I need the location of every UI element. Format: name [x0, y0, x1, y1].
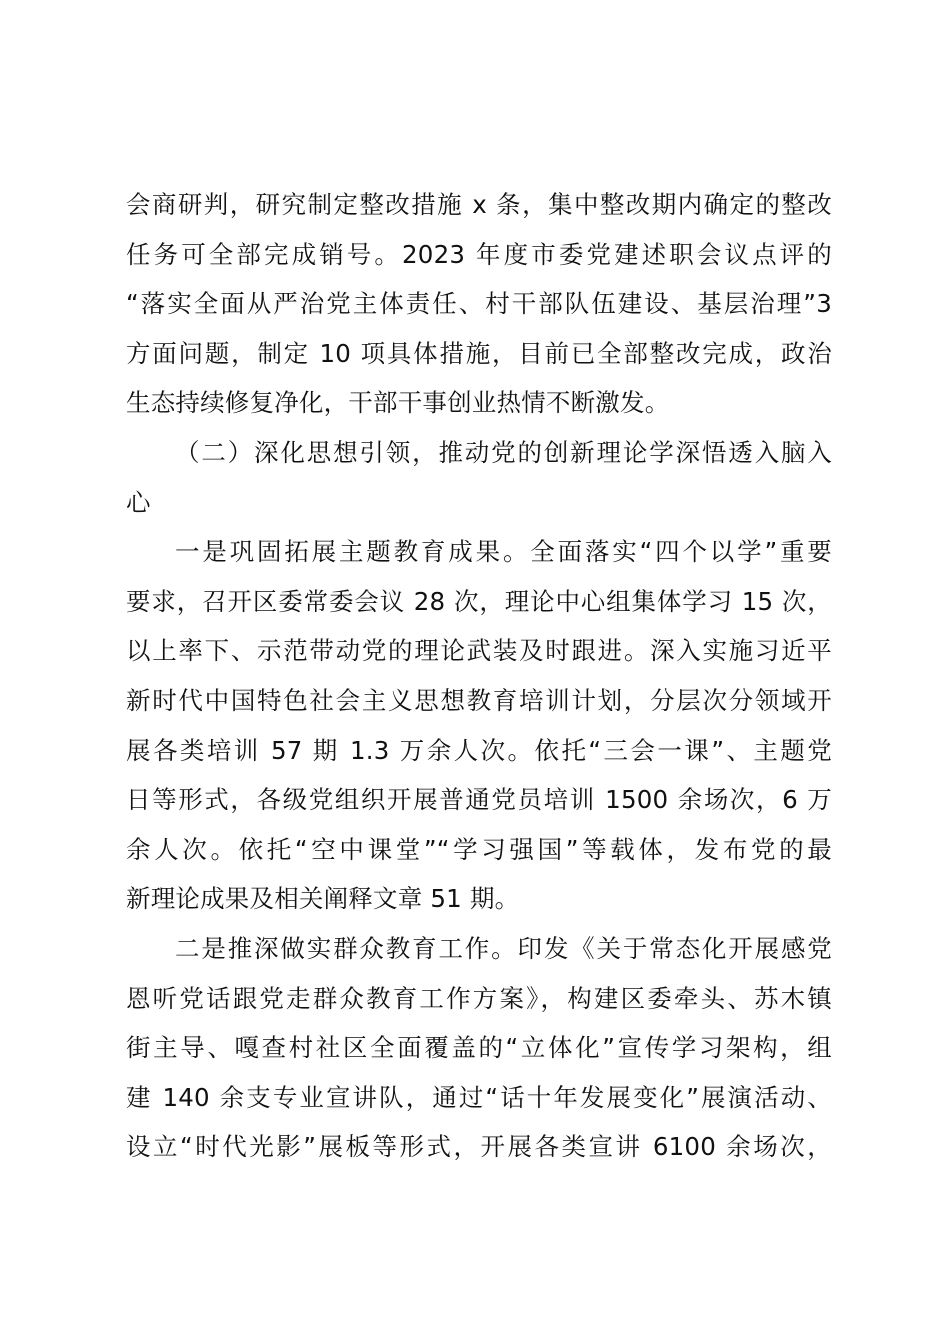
- section-heading-2: [126, 428, 832, 527]
- text-line: 新时代中国特色社会主义思想教育培训计划，分层次分领域开: [126, 685, 832, 715]
- text-line: 设立“时代光影”展板等形式，开展各类宣讲 6100 余场次，: [126, 1132, 832, 1162]
- text-line: 恩听党话跟党走群众教育工作方案》，构建区委牵头、苏木镇: [126, 983, 832, 1013]
- text-line: 一是巩固拓展主题教育成果。全面落实“四个以学”重要: [175, 537, 832, 567]
- text-line: 二是推深做实群众教育工作。印发《关于常态化开展感党: [175, 933, 832, 963]
- text-line: 建 140 余支专业宣讲队，通过“话十年发展变化”展演活动、: [126, 1082, 832, 1112]
- text-line: 要求，召开区委常委会议 28 次，理论中心组集体学习 15 次，: [126, 586, 832, 616]
- text-line: 街主导、嘎查村社区全面覆盖的“立体化”宣传学习架构，组: [126, 1033, 832, 1063]
- text-line: 任务可全部完成销号。2023 年度市委党建述职会议点评的: [126, 239, 832, 269]
- text-line: 余人次。依托“空中课堂”“学习强国”等载体，发布党的最: [126, 834, 832, 864]
- paragraph-rectification-summary: [126, 180, 832, 428]
- paragraph-theme-education: [126, 527, 832, 924]
- text-line: 生态持续修复净化，干部干事创业热情不断激发。: [126, 388, 670, 418]
- text-line: 会商研判，研究制定整改措施 x 条，集中整改期内确定的整改: [126, 190, 832, 219]
- text-line: 展各类培训 57 期 1.3 万余人次。依托“三会一课”、主题党: [126, 735, 832, 765]
- document-body: [126, 180, 832, 1172]
- text-line: 以上率下、示范带动党的理论武装及时跟进。深入实施习近平: [126, 636, 832, 666]
- text-line: 方面问题，制定 10 项具体措施，目前已全部整改完成，政治: [126, 338, 832, 368]
- heading-line: 心: [126, 487, 151, 517]
- text-line: 日等形式，各级党组织开展普通党员培训 1500 余场次，6 万: [126, 785, 832, 815]
- paragraph-mass-education: [126, 924, 832, 1172]
- heading-line: （二）深化思想引领，推动党的创新理论学深悟透入脑入: [175, 437, 832, 467]
- text-line: 新理论成果及相关阐释文章 51 期。: [126, 884, 520, 914]
- text-line: “落实全面从严治党主体责任、村干部队伍建设、基层治理”3: [126, 289, 832, 319]
